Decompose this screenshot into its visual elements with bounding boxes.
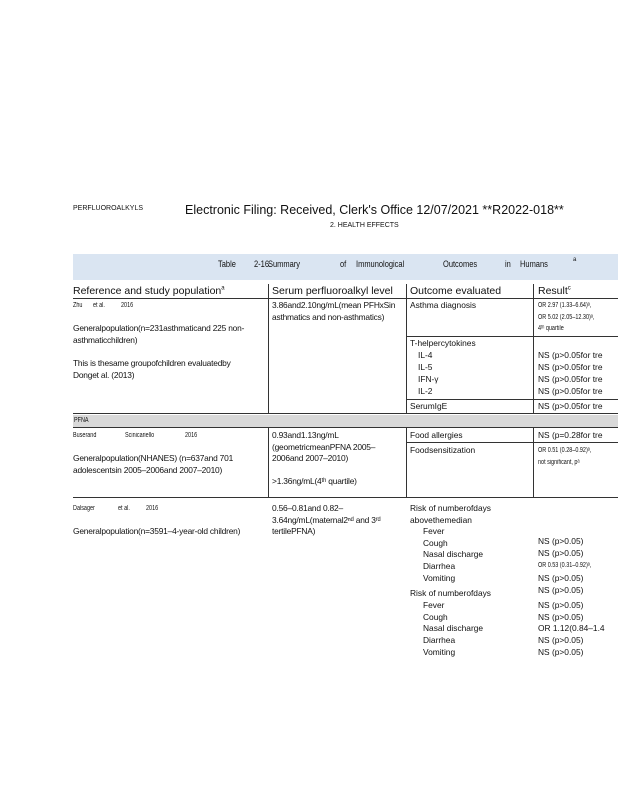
study-population: Generalpopulation(n=3591–4-year-old children) xyxy=(73,526,241,536)
study-population: Generalpopulation(n=231asthmaticand 225 non-asthmaticchildren) xyxy=(73,323,245,345)
symptom-result: NS (p>0.05) xyxy=(538,585,584,595)
outcome-ige: SerumIgE xyxy=(410,401,448,411)
caption-table: Table xyxy=(218,259,236,270)
ref-author: Zhu xyxy=(73,302,83,309)
ref-year: 2016 xyxy=(146,505,159,512)
header-rule xyxy=(73,298,618,299)
cytokine-result: NS (p>0.05for tre xyxy=(538,386,603,396)
caption-in: in xyxy=(505,259,511,270)
symptom-result: NS (p>0.05) xyxy=(538,548,584,558)
ref-etal: et al. xyxy=(118,505,130,512)
col-header-serum: Serum perfluoroalkyl level xyxy=(272,285,393,297)
col-header-result: Result$^c$ xyxy=(538,285,571,297)
ref-coauthor: Scinicariello xyxy=(125,432,155,439)
row-rule xyxy=(406,399,618,400)
ref-year: 2016 xyxy=(121,302,134,309)
chapter-heading: 2. HEALTH EFFECTS xyxy=(330,222,399,229)
serum-level: 3.86and2.10ng/mL(mean PFHxSin asthmatics and non-asthmatics) xyxy=(272,300,396,322)
outcome-asthma: Asthma diagnosis xyxy=(410,300,477,310)
row-rule xyxy=(73,413,618,414)
symptom-name: Fever xyxy=(423,526,445,536)
col-header-outcome: Outcome evaluated xyxy=(410,285,502,297)
col-divider xyxy=(406,427,407,497)
section-label: PERFLUOROALKYLS xyxy=(73,205,144,212)
result-ige: NS (p>0.05for tre xyxy=(538,401,603,411)
study-note: This is thesame groupofchildren evaluatedby Donget al. (2013) xyxy=(73,358,231,380)
result-asthma-line1: OR 2.97 (1.33–6.64)ᵃ, xyxy=(538,302,592,309)
cytokine-result: NS (p>0.05for tre xyxy=(538,350,603,360)
symptom-result: NS (p>0.05) xyxy=(538,573,584,583)
cytokine-name: IFN-γ xyxy=(418,374,439,384)
symptom-name: Nasal discharge xyxy=(423,549,484,559)
outcome-food-allergies: Food allergies xyxy=(410,430,463,440)
symptom-name: Vomiting xyxy=(423,573,456,583)
symptom-name: Cough xyxy=(423,538,448,548)
result-food-sensitization-line1: OR 0.51 (0.28–0.92)ᵃ, xyxy=(538,447,592,454)
caption-humans: Humans xyxy=(520,259,548,270)
serum-level: 0.56–0.81and 0.82–3.64ng/mL(maternal2ⁿᵈ and 3ʳᵈ tertilePFNA) xyxy=(272,503,381,536)
ref-etal: et al. xyxy=(93,302,105,309)
caption-number: 2-16. xyxy=(254,259,272,270)
col-divider xyxy=(406,284,407,414)
symptom-name: Cough xyxy=(423,612,448,622)
symptom-result: NS (p>0.05) xyxy=(538,647,584,657)
result-food-allergies: NS (p=0.28for tre xyxy=(538,430,603,440)
caption-outcomes: Outcomes xyxy=(443,259,478,270)
symptom-name: Fever xyxy=(423,600,445,610)
pfna-band xyxy=(73,415,618,427)
symptom-name: Nasal discharge xyxy=(423,623,484,633)
outcome-risk-above-median: Risk of numberofdays abovethemedian xyxy=(410,503,491,525)
symptom-result: NS (p>0.05) xyxy=(538,635,584,645)
row-rule xyxy=(406,336,618,337)
row-rule xyxy=(406,442,618,443)
col-divider xyxy=(533,427,534,497)
symptom-result: OR 0.53 (0.31–0.92)ᵃ, xyxy=(538,562,592,569)
symptom-result: NS (p>0.05) xyxy=(538,536,584,546)
cytokine-name: IL-2 xyxy=(418,386,433,396)
caption-immunological: Immunological xyxy=(356,259,405,270)
cytokine-name: IL-4 xyxy=(418,350,433,360)
symptom-result: NS (p>0.05) xyxy=(538,600,584,610)
col-divider xyxy=(268,284,269,414)
symptom-result: OR 1.12(0.84–1.4 xyxy=(538,623,605,633)
outcome-risk-days: Risk of numberofdays xyxy=(410,588,491,598)
result-asthma-line3: 4ᵗʰ quartile xyxy=(538,325,564,332)
result-food-sensitization-line2: not significant, pᵃ xyxy=(538,459,580,466)
row-rule xyxy=(73,497,618,498)
filing-stamp: Electronic Filing: Received, Clerk's Office 12/07/2021 **R2022-018** xyxy=(185,203,564,217)
caption-of: of xyxy=(340,259,347,270)
pfna-heading: PFNA xyxy=(74,417,89,424)
col-header-reference: Reference and study population$^a$ xyxy=(73,285,225,297)
col-divider xyxy=(268,427,269,497)
symptom-name: Diarrhea xyxy=(423,561,456,571)
serum-level-quartile: >1.36ng/mL(4ᵗʰ quartile) xyxy=(272,476,357,486)
symptom-name: Vomiting xyxy=(423,647,456,657)
row-rule xyxy=(73,427,618,428)
cytokine-name: IL-5 xyxy=(418,362,433,372)
col-divider xyxy=(533,284,534,414)
ref-author: Buserand xyxy=(73,432,97,439)
caption-summary: Summary xyxy=(268,259,301,270)
outcome-cytokines: T-helpercytokines xyxy=(410,338,476,348)
serum-level: 0.93and1.13ng/mL (geometricmeanPFNA 2005–2006and 2007–2010) xyxy=(272,430,376,463)
ref-author: Dalsager xyxy=(73,505,95,512)
caption-superscript: a xyxy=(573,257,577,263)
study-population: Generalpopulation(NHANES) (n=637and 701 adolescentsin 2005–2006and 2007–2010) xyxy=(73,453,234,475)
result-asthma-line2: OR 5.02 (2.05–12.30)ᵃ, xyxy=(538,314,595,321)
outcome-food-sensitization: Foodsensitization xyxy=(410,445,476,455)
symptom-result: NS (p>0.05) xyxy=(538,612,584,622)
symptom-name: Diarrhea xyxy=(423,635,456,645)
ref-year: 2016 xyxy=(185,432,198,439)
cytokine-result: NS (p>0.05for tre xyxy=(538,362,603,372)
cytokine-result: NS (p>0.05for tre xyxy=(538,374,603,384)
